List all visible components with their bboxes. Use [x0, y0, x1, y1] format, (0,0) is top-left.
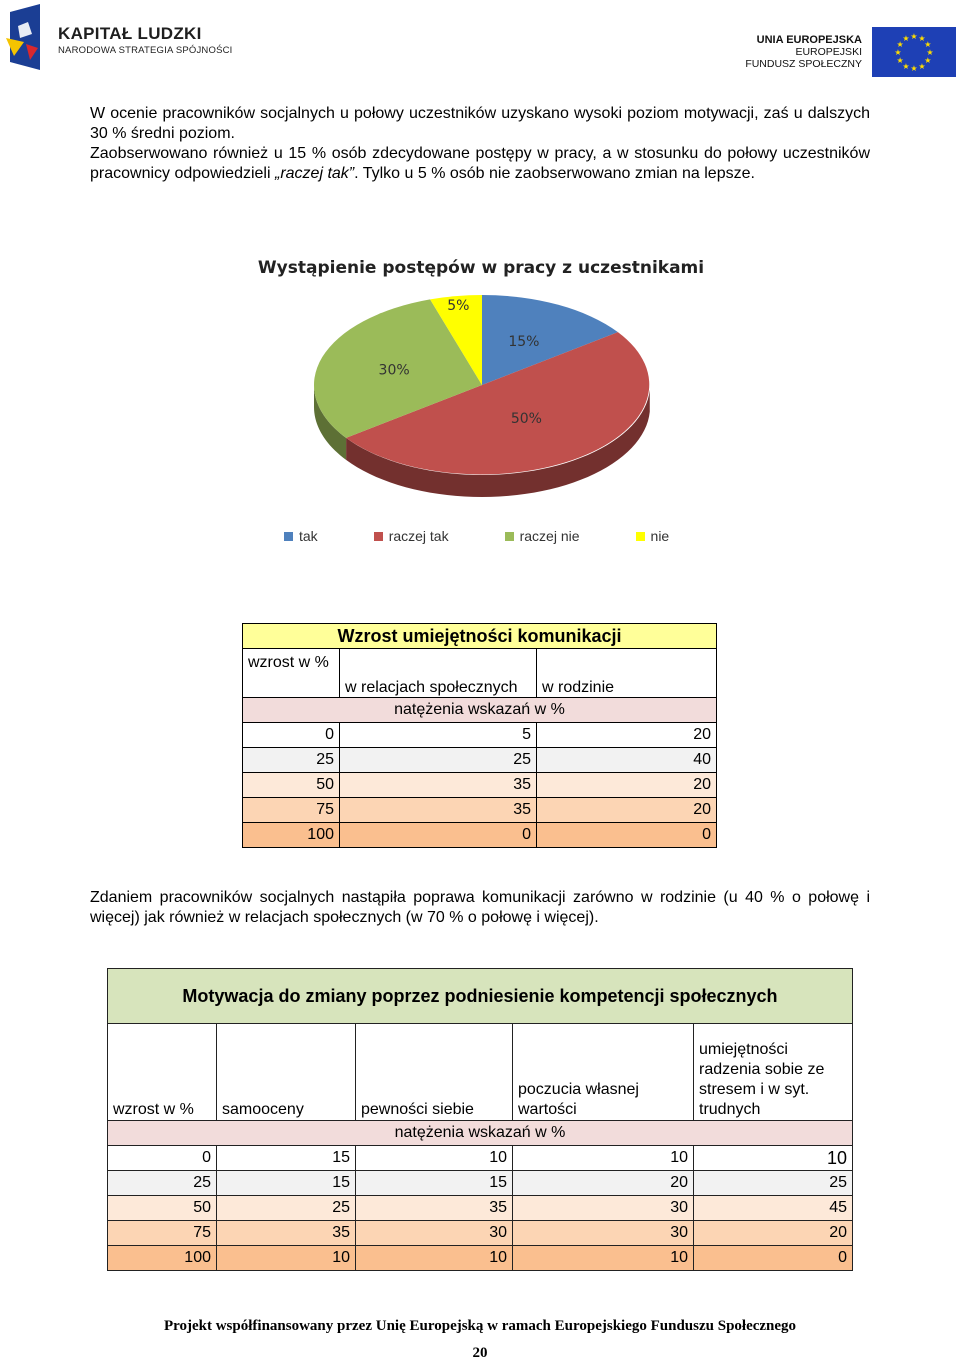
t2-header-cell: wzrost w %: [108, 1024, 217, 1121]
t1-subheader: natężenia wskazań w %: [243, 698, 717, 723]
eu-star: ★: [918, 34, 926, 44]
table-cell: 10: [513, 1246, 694, 1271]
page-number: 20: [472, 1345, 488, 1361]
eu-logo-text: [745, 34, 862, 70]
pie-chart: [290, 290, 670, 520]
table-cell: 35: [217, 1221, 356, 1246]
footer-note: Projekt współfinansowany przez Unię Europejską w ramach Europejskiego Funduszu Społecznego: [163, 1318, 797, 1334]
table-row: [243, 798, 717, 823]
motivation-table: [107, 968, 853, 1271]
eu-line3: FUNDUSZ SPOŁECZNY: [745, 58, 862, 70]
table-cell: 100: [108, 1246, 217, 1271]
table-cell: 15: [217, 1171, 356, 1196]
legend-swatch: [284, 532, 293, 541]
table-cell: 30: [356, 1221, 513, 1246]
table-cell: 20: [513, 1171, 694, 1196]
table-cell: 25: [694, 1171, 853, 1196]
intro-p2-b: . Tylko u 5 % osób nie zaobserwowano zmian na lepsze.: [354, 165, 755, 182]
legend-item-raczej-tak: [374, 528, 449, 544]
table-cell: 25: [217, 1196, 356, 1221]
table-cell: 50: [243, 773, 340, 798]
table-cell: 50: [108, 1196, 217, 1221]
pie-label-tak: 15%: [508, 333, 540, 350]
table-cell: 0: [243, 723, 340, 748]
eu-star: ★: [924, 40, 932, 49]
eu-star: ★: [918, 61, 926, 71]
table-cell: 15: [217, 1146, 356, 1171]
legend-label: nie: [650, 528, 670, 544]
table-cell: 30: [513, 1196, 694, 1221]
legend-label: raczej nie: [519, 528, 580, 544]
intro-p2-quote: „raczej tak”: [274, 165, 355, 182]
table-row: [108, 1196, 853, 1221]
table-cell: 5: [340, 723, 537, 748]
table-cell: 10: [217, 1246, 356, 1271]
legend-swatch: [636, 532, 645, 541]
kapital-ludzki-subtitle: NARODOWA STRATEGIA SPÓJNOŚCI: [58, 45, 233, 56]
t1-header-growth: wzrost w %: [243, 649, 340, 698]
eu-flag-icon: [872, 27, 956, 77]
kapital-ludzki-emblem-icon: [4, 4, 64, 74]
pie-label-raczej-tak: 50%: [510, 410, 542, 427]
table-row: [108, 1171, 853, 1196]
table-cell: 25: [243, 748, 340, 773]
t2-header-cell: pewności siebie: [356, 1024, 513, 1121]
table-cell: 75: [243, 798, 340, 823]
table-cell: 20: [537, 723, 717, 748]
table-row: [108, 1246, 853, 1271]
chart-title: Wystąpienie postępów w pracy z uczestnikami: [257, 258, 705, 278]
table-cell: 35: [340, 798, 537, 823]
table-cell: 25: [108, 1171, 217, 1196]
eu-line2: EUROPEJSKI: [795, 46, 862, 58]
legend-label: raczej tak: [388, 528, 449, 544]
eu-star: ★: [902, 61, 910, 71]
pie-label-nie: 5%: [447, 298, 470, 314]
eu-stars-icon: [872, 27, 956, 77]
table-cell: 35: [340, 773, 537, 798]
intro-p2-a: Zaobserwowano również u 15 % osób zdecydowane postępy w pracy, a w stosunku do połowy uczestników pracownicy odpowiedzieli: [90, 145, 870, 182]
legend-item-nie: [636, 528, 670, 544]
table-row: [108, 1146, 853, 1171]
intro-paragraph-2: [90, 144, 870, 184]
legend-label: tak: [299, 528, 318, 544]
table-cell: 100: [243, 823, 340, 848]
table-cell: 10: [356, 1246, 513, 1271]
table-cell: 10: [694, 1146, 853, 1171]
table-cell: 20: [537, 798, 717, 823]
table-cell: 20: [694, 1221, 853, 1246]
intro-paragraph-1: W ocenie pracowników socjalnych u połowy uczestników uzyskano wysoki poziom motywacji, zaś u dalszych 30 % średni poziom.: [90, 105, 870, 142]
eu-star: ★: [896, 40, 904, 49]
table-row: [243, 723, 717, 748]
t2-subheader: natężenia wskazań w %: [108, 1121, 853, 1146]
legend-swatch: [374, 532, 383, 541]
table-cell: 35: [356, 1196, 513, 1221]
table-cell: 0: [340, 823, 537, 848]
legend-item-tak: [284, 528, 318, 544]
eu-star: ★: [896, 56, 904, 65]
eu-star: ★: [902, 34, 910, 44]
table-cell: 0: [537, 823, 717, 848]
motivation-table-title: Motywacja do zmiany poprzez podniesienie kompetencji społecznych: [108, 969, 853, 1024]
t2-header-cell: samooceny: [217, 1024, 356, 1121]
communication-summary: Zdaniem pracowników socjalnych nastąpiła poprawa komunikacji zarówno w rodzinie (u 40 % o połowę i więcej) jak również w relacjach społecznych (w 70 % o połowę i więcej).: [90, 889, 870, 926]
table-row: [243, 748, 717, 773]
communication-table: [242, 623, 717, 848]
t1-header-social: w relacjach społecznych: [340, 649, 537, 698]
eu-star: ★: [910, 32, 918, 41]
eu-star: ★: [910, 64, 918, 73]
table-cell: 40: [537, 748, 717, 773]
table-cell: 10: [356, 1146, 513, 1171]
table-row: [108, 1221, 853, 1246]
communication-table-title: Wzrost umiejętności komunikacji: [243, 624, 717, 649]
table-cell: 20: [537, 773, 717, 798]
eu-star: ★: [926, 48, 934, 57]
t1-header-family: w rodzinie: [537, 649, 717, 698]
table-cell: 15: [356, 1171, 513, 1196]
table-cell: 75: [108, 1221, 217, 1246]
eu-star: ★: [894, 48, 902, 57]
t2-header-cell: poczucia własnej wartości: [513, 1024, 694, 1121]
pie-label-raczej-nie: 30%: [378, 362, 410, 379]
t2-header-cell: umiejętności radzenia sobie ze stresem i w syt. trudnych: [694, 1024, 853, 1121]
table-cell: 0: [694, 1246, 853, 1271]
table-cell: 0: [108, 1146, 217, 1171]
eu-star: ★: [924, 56, 932, 65]
table-cell: 30: [513, 1221, 694, 1246]
kapital-ludzki-title: KAPITAŁ LUDZKI: [58, 24, 202, 43]
table-cell: 25: [340, 748, 537, 773]
eu-line1: UNIA EUROPEJSKA: [756, 34, 862, 46]
table-row: [243, 773, 717, 798]
legend-item-raczej-nie: [505, 528, 580, 544]
table-cell: 45: [694, 1196, 853, 1221]
table-cell: 10: [513, 1146, 694, 1171]
legend-swatch: [505, 532, 514, 541]
table-row: [243, 823, 717, 848]
chart-legend: [284, 528, 669, 544]
